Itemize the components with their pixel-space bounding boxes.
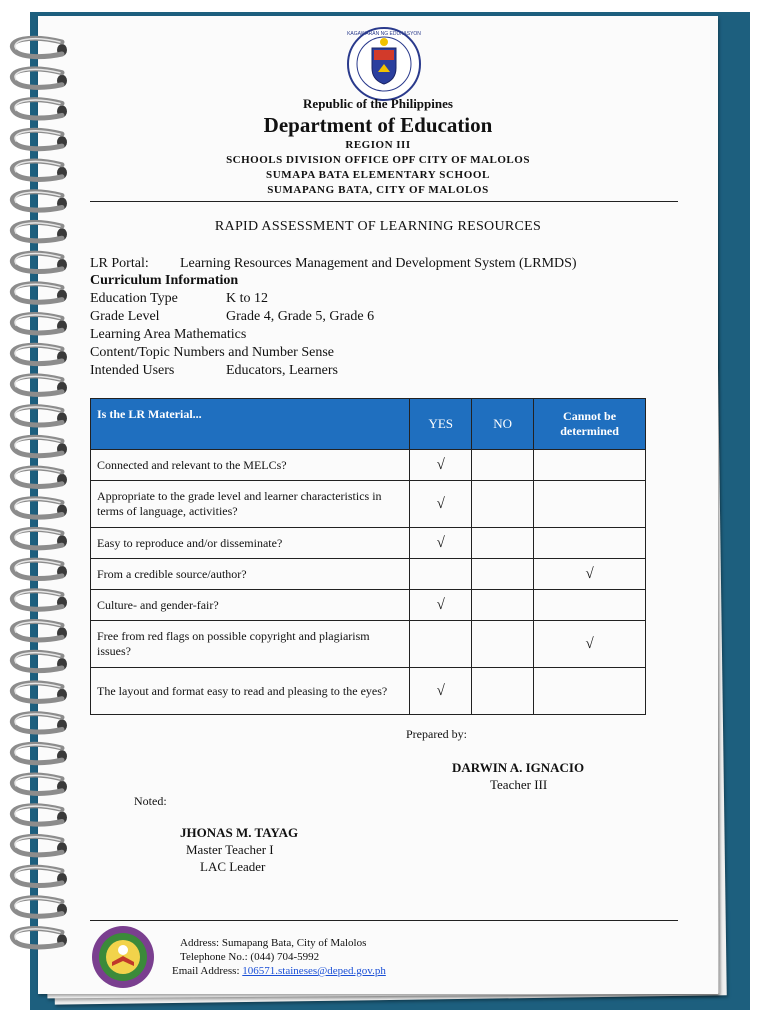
footer-email-label: Email Address: <box>172 965 243 977</box>
learning-area-label: Learning Area <box>90 327 171 342</box>
cell-yes <box>410 621 472 668</box>
header-yes: YES <box>410 399 472 450</box>
school-seal-logo <box>90 924 156 990</box>
row-question: Culture- and gender-fair? <box>91 590 410 621</box>
table-row <box>91 528 646 559</box>
email-link[interactable]: 106571.staineses@deped.gov.ph <box>242 965 386 977</box>
learning-area-value: Mathematics <box>173 327 247 342</box>
table-row <box>91 668 646 715</box>
row-question: Appropriate to the grade level and learner characteristics in terms of language, activities? <box>91 481 410 528</box>
portal-label: LR Portal: <box>90 256 149 271</box>
check-mark: √ <box>436 495 445 512</box>
cell-cannot <box>534 621 646 668</box>
check-mark: √ <box>436 596 445 613</box>
cell-cannot <box>534 590 646 621</box>
preparer-title: Teacher III <box>490 777 548 792</box>
cell-yes <box>410 668 472 715</box>
deped-seal-logo <box>346 26 422 102</box>
intended-users-value: Educators, Learners <box>226 363 338 378</box>
cell-no <box>472 528 534 559</box>
region-line: REGION III <box>345 139 411 151</box>
intended-users-label: Intended Users <box>90 363 175 378</box>
content-topic-label: Content/Topic <box>90 345 170 360</box>
document-page <box>38 16 718 994</box>
check-mark: √ <box>436 534 445 551</box>
cell-cannot <box>534 668 646 715</box>
grade-level-value: Grade 4, Grade 5, Grade 6 <box>226 309 375 324</box>
table-header-row <box>91 399 646 450</box>
row-question: Easy to reproduce and/or disseminate? <box>91 528 410 559</box>
school-line: SUMAPA BATA ELEMENTARY SCHOOL <box>266 169 490 181</box>
header-no: NO <box>472 399 534 450</box>
cell-cannot <box>534 481 646 528</box>
svg-text:KAGAWARAN NG EDUKASYON: KAGAWARAN NG EDUKASYON <box>347 31 421 37</box>
prepared-by-label: Prepared by: <box>406 727 467 741</box>
assessment-table <box>90 398 646 715</box>
table-row <box>91 621 646 668</box>
table-body <box>91 450 646 715</box>
cell-cannot <box>534 559 646 590</box>
content-topic-row <box>90 345 334 361</box>
curriculum-heading: Curriculum Information <box>90 273 239 288</box>
preparer-name: DARWIN A. IGNACIO <box>452 760 585 775</box>
table-row <box>91 559 646 590</box>
footer-divider <box>90 920 678 921</box>
department-title: Department of Education <box>263 113 493 137</box>
table-row <box>91 450 646 481</box>
division-line: SCHOOLS DIVISION OFFICE OPF CITY OF MALOLOS <box>226 154 530 166</box>
check-mark: √ <box>585 635 594 652</box>
cell-no <box>472 590 534 621</box>
portal-value: Learning Resources Management and Development System (LRMDS) <box>180 256 577 271</box>
cell-no <box>472 481 534 528</box>
footer-address: Address: Sumapang Bata, City of Malolos <box>180 937 367 949</box>
school-address-line: SUMAPANG BATA, CITY OF MALOLOS <box>267 184 489 196</box>
cell-yes <box>410 450 472 481</box>
grade-level-label: Grade Level <box>90 309 160 324</box>
footer-email-row <box>172 964 386 978</box>
cell-no <box>472 559 534 590</box>
document-title: RAPID ASSESSMENT OF LEARNING RESOURCES <box>214 219 542 234</box>
cell-no <box>472 450 534 481</box>
noter-title-2: LAC Leader <box>200 859 266 874</box>
header-cannot-determine: Cannot be determined <box>534 399 646 450</box>
table-row <box>91 590 646 621</box>
header-divider <box>90 201 678 202</box>
header-question: Is the LR Material... <box>91 399 410 450</box>
row-question: Connected and relevant to the MELCs? <box>91 450 410 481</box>
republic-line: Republic of the Philippines <box>303 96 453 111</box>
education-type-label: Education Type <box>90 291 178 306</box>
cell-yes <box>410 559 472 590</box>
check-mark: √ <box>436 456 445 473</box>
row-question: From a credible source/author? <box>91 559 410 590</box>
cell-cannot <box>534 528 646 559</box>
noted-label: Noted: <box>134 794 167 808</box>
cell-no <box>472 621 534 668</box>
footer-telephone: Telephone No.: (044) 704-5992 <box>180 951 320 963</box>
noter-title-1: Master Teacher I <box>186 842 274 857</box>
check-mark: √ <box>436 682 445 699</box>
check-mark: √ <box>585 565 594 582</box>
table-row <box>91 481 646 528</box>
cell-yes <box>410 590 472 621</box>
row-question: Free from red flags on possible copyright and plagiarism issues? <box>91 621 410 668</box>
cell-yes <box>410 528 472 559</box>
noter-name: JHONAS M. TAYAG <box>180 825 299 840</box>
row-question: The layout and format easy to read and pleasing to the eyes? <box>91 668 410 715</box>
learning-area-row <box>90 327 246 343</box>
content-topic-value: Numbers and Number Sense <box>173 345 334 360</box>
cell-no <box>472 668 534 715</box>
cell-yes <box>410 481 472 528</box>
education-type-value: K to 12 <box>226 291 268 306</box>
cell-cannot <box>534 450 646 481</box>
